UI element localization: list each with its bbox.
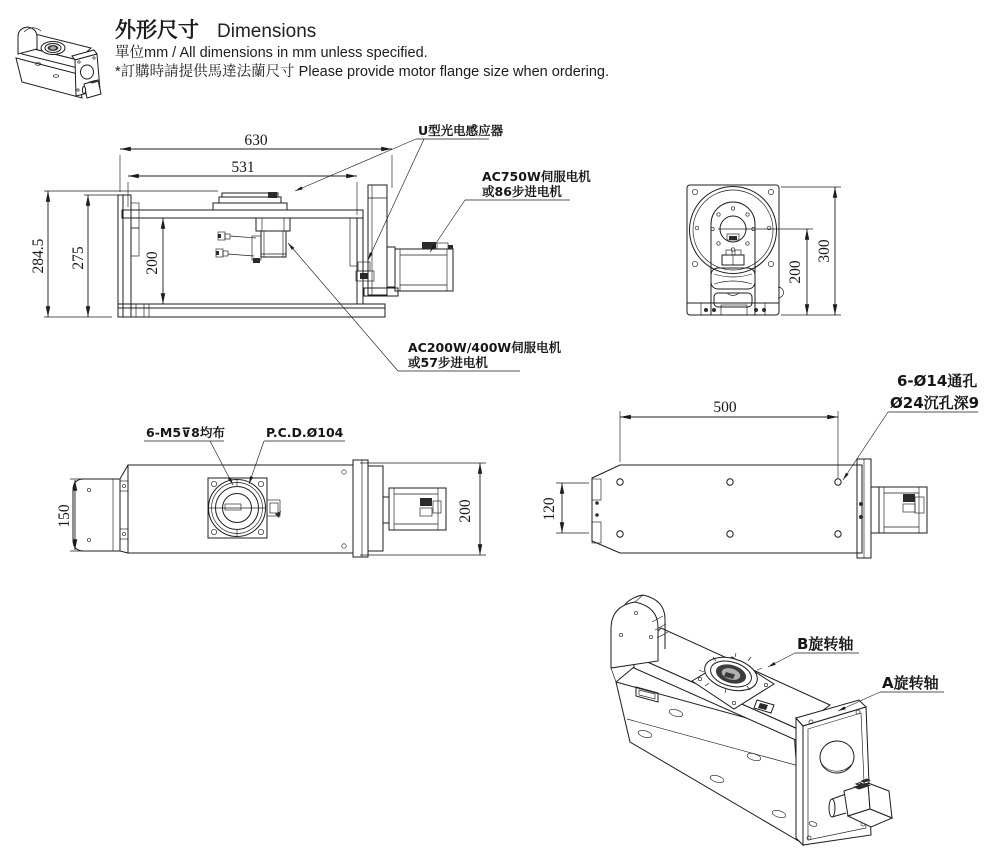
label-motor-a-2: 或86步进电机	[482, 184, 562, 199]
order-note: *訂購時請提供馬達法蘭尺寸 Please provide motor flange size when ordering.	[115, 64, 609, 80]
product-thumbnail-icon	[16, 27, 101, 98]
label-motor-a-1: AC750W伺服电机	[482, 169, 591, 184]
dim-200-front: 200	[787, 260, 804, 284]
label-pcd: P.C.D.Ø104	[266, 425, 344, 440]
dim-200-top: 200	[457, 499, 474, 523]
bottom-view	[541, 372, 979, 558]
dim-300: 300	[816, 239, 833, 263]
label-a-axis: A旋转轴	[882, 674, 939, 692]
dim-284-5: 284.5	[30, 238, 47, 274]
title-english: Dimensions	[217, 21, 317, 42]
label-u-sensor: U型光电感应器	[418, 123, 504, 138]
label-counterbore: Ø24沉孔深9	[890, 394, 980, 412]
label-through-holes: 6-Ø14通孔	[897, 372, 978, 390]
isometric-view	[611, 595, 944, 845]
front-view	[687, 185, 841, 315]
dim-200-side: 200	[144, 251, 161, 275]
dim-150: 150	[56, 504, 73, 528]
label-tapped-holes: 6-M5⊽8均布	[146, 425, 225, 440]
dim-500: 500	[713, 399, 737, 416]
side-view	[30, 123, 591, 371]
top-view	[56, 425, 486, 557]
label-b-axis: B旋转轴	[797, 635, 854, 653]
label-motor-b-2: 或57步进电机	[408, 355, 488, 370]
dim-275: 275	[70, 246, 87, 270]
dim-120: 120	[541, 497, 558, 521]
dim-630: 630	[244, 132, 268, 149]
label-motor-b-1: AC200W/400W伺服电机	[408, 340, 562, 355]
unit-note: 單位mm / All dimensions in mm unless specified.	[115, 45, 428, 61]
dim-531: 531	[231, 159, 255, 176]
title-chinese: 外形尺寸	[115, 19, 199, 42]
